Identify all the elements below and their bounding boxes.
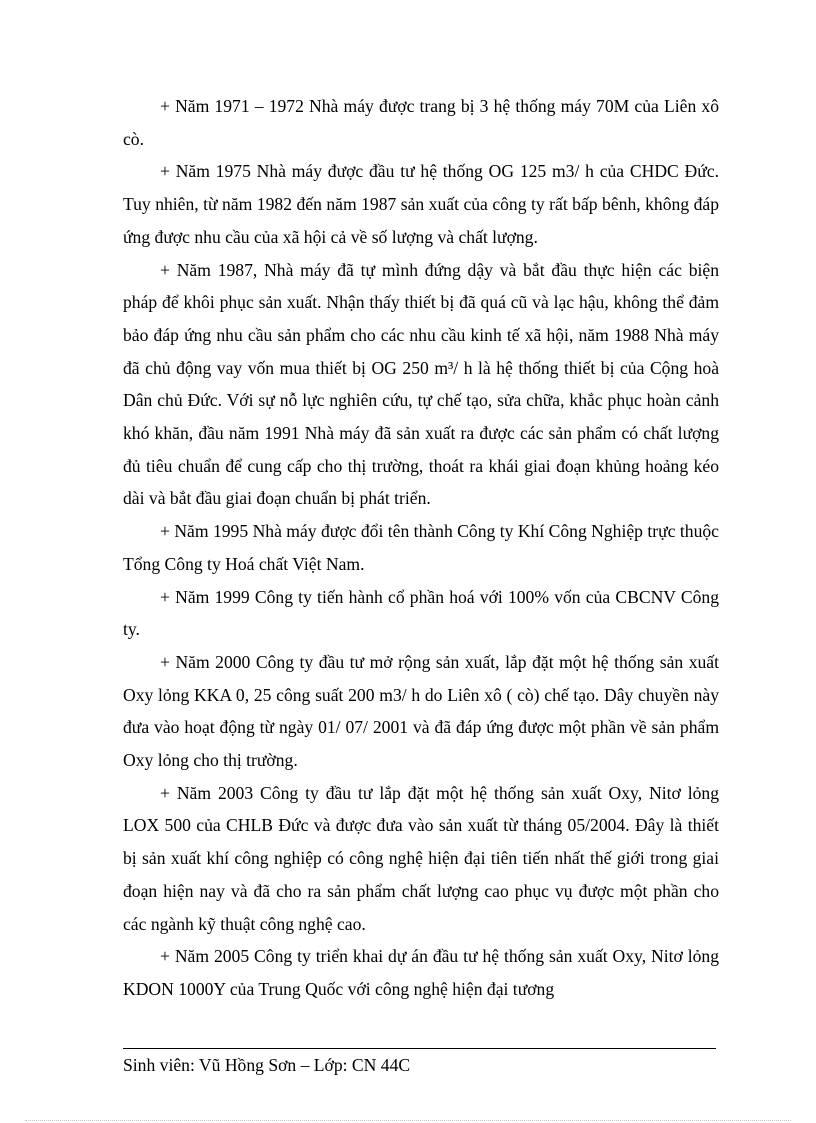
- paragraph-1971: + Năm 1971 – 1972 Nhà máy được trang bị 3 hệ thống máy 70M của Liên xô cò.: [123, 96, 719, 149]
- paragraph-1999: + Năm 1999 Công ty tiến hành cổ phần hoá với 100% vốn của CBCNV Công ty.: [123, 586, 719, 640]
- footer-divider: [123, 1048, 716, 1049]
- paragraph-1987: + Năm 1987, Nhà máy đã tự mình đứng dậy và bắt đầu thực hiện các biện pháp để khôi phục sản xuất. Nhận thấy thiết bị đã quá cũ và lạc hậu, không thể đảm bảo đáp ứng nhu cầu sản phẩm cho các nhu cầu kinh tế xã hội, năm 1988 Nhà máy đã chủ động vay vốn mua thiết bị OG 250 m³/ h là hệ thống thiết bị của Cộng hoà Dân chủ Đức. Với sự nỗ lực nghiên cứu, tự chế tạo, sửa chữa, khắc phục hoàn cảnh khó khăn, đầu năm 1991 Nhà máy đã sản xuất ra được các sản phẩm có chất lượng đủ tiêu chuẩn để cung cấp cho thị trường, thoát ra khái giai đoạn khủng hoảng kéo dài và bắt đầu giai đoạn chuẩn bị phát triển.: [123, 259, 719, 509]
- paragraph-1995: + Năm 1995 Nhà máy được đổi tên thành Công ty Khí Công Nghiệp trực thuộc Tổng Công ty Hoá chất Việt Nam.: [123, 521, 719, 574]
- paragraph-1975: + Năm 1975 Nhà máy được đầu tư hệ thống OG 125 m3/ h của CHDC Đức. Tuy nhiên, từ năm 1982 đến năm 1987 sản xuất của công ty rất bấp bênh, không đáp ứng được nhu cầu của xã hội cả về số lượng và chất lượng.: [123, 161, 719, 247]
- paragraph-2000: + Năm 2000 Công ty đầu tư mở rộng sản xuất, lắp đặt một hệ thống sản xuất Oxy lỏng KKA 0, 25 công suất 200 m3/ h do Liên xô ( cò) chế tạo. Dây chuyền này đưa vào hoạt động từ ngày 01/ 07/ 2001 và đã đáp ứng được một phần về sản phẩm Oxy lỏng cho thị trường.: [123, 651, 719, 771]
- footer-author: Sinh viên: Vũ Hồng Sơn – Lớp: CN 44C: [123, 1055, 411, 1075]
- body-text: [123, 90, 719, 1006]
- paragraph-2003: + Năm 2003 Công ty đầu tư lắp đặt một hệ thống sản xuất Oxy, Nitơ lỏng LOX 500 của CHLB Đức và được đưa vào sản xuất từ tháng 05/2004. Đây là thiết bị sản xuất khí công nghiệp có công nghệ hiện đại tiên tiến nhất thế giới trong giai đoạn hiện nay và đã cho ra sản phẩm chất lượng cao phục vụ được một phần cho các ngành kỹ thuật công nghệ cao.: [123, 782, 719, 934]
- page-edge-divider: [25, 1120, 791, 1121]
- paragraph-2005: + Năm 2005 Công ty triển khai dự án đầu tư hệ thống sản xuất Oxy, Nitơ lỏng KDON 1000Y của Trung Quốc với công nghệ hiện đại tương: [123, 946, 719, 999]
